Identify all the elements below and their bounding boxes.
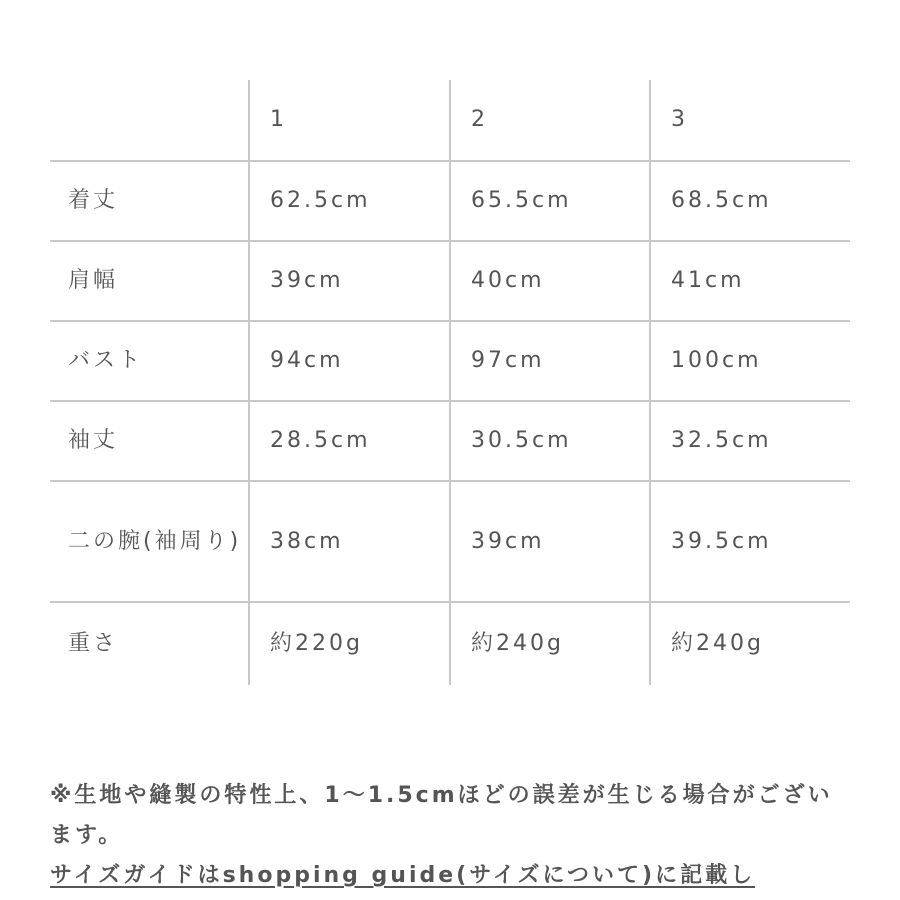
row-label: 二の腕(袖周り) (50, 481, 249, 602)
row-label: 着丈 (50, 161, 249, 241)
table-row (50, 481, 850, 602)
table-cell: 94cm (249, 321, 450, 401)
table-cell: 68.5cm (650, 161, 850, 241)
table-cell: 39.5cm (650, 481, 850, 602)
size-guide-link[interactable]: サイズガイドはshopping guide(サイズについて)に記載し (50, 863, 756, 888)
table-cell: 65.5cm (450, 161, 650, 241)
size-table (50, 80, 850, 685)
table-cell: 32.5cm (650, 401, 850, 481)
table-cell: 39cm (249, 241, 450, 321)
table-cell: 38cm (249, 481, 450, 602)
tolerance-note: ※生地や縫製の特性上、1〜1.5cmほどの誤差が生じる場合がございます。 (50, 783, 833, 848)
header-cell-size-2: 2 (450, 80, 650, 161)
table-cell: 62.5cm (249, 161, 450, 241)
table-header-row (50, 80, 850, 161)
table-cell: 約240g (450, 602, 650, 685)
table-cell: 97cm (450, 321, 650, 401)
table-row (50, 602, 850, 685)
table-row (50, 161, 850, 241)
table-row (50, 401, 850, 481)
row-label: 重さ (50, 602, 249, 685)
table-cell: 約220g (249, 602, 450, 685)
table-cell: 30.5cm (450, 401, 650, 481)
table-row (50, 241, 850, 321)
table-cell: 40cm (450, 241, 650, 321)
row-label: 袖丈 (50, 401, 249, 481)
table-cell: 39cm (450, 481, 650, 602)
table-cell: 100cm (650, 321, 850, 401)
header-cell-empty (50, 80, 249, 161)
header-cell-size-3: 3 (650, 80, 850, 161)
table-cell: 28.5cm (249, 401, 450, 481)
table-cell: 41cm (650, 241, 850, 321)
size-notes (50, 776, 850, 896)
row-label: 肩幅 (50, 241, 249, 321)
table-row (50, 321, 850, 401)
table-cell: 約240g (671, 631, 764, 656)
row-label: バスト (50, 321, 249, 401)
header-cell-size-1: 1 (249, 80, 450, 161)
